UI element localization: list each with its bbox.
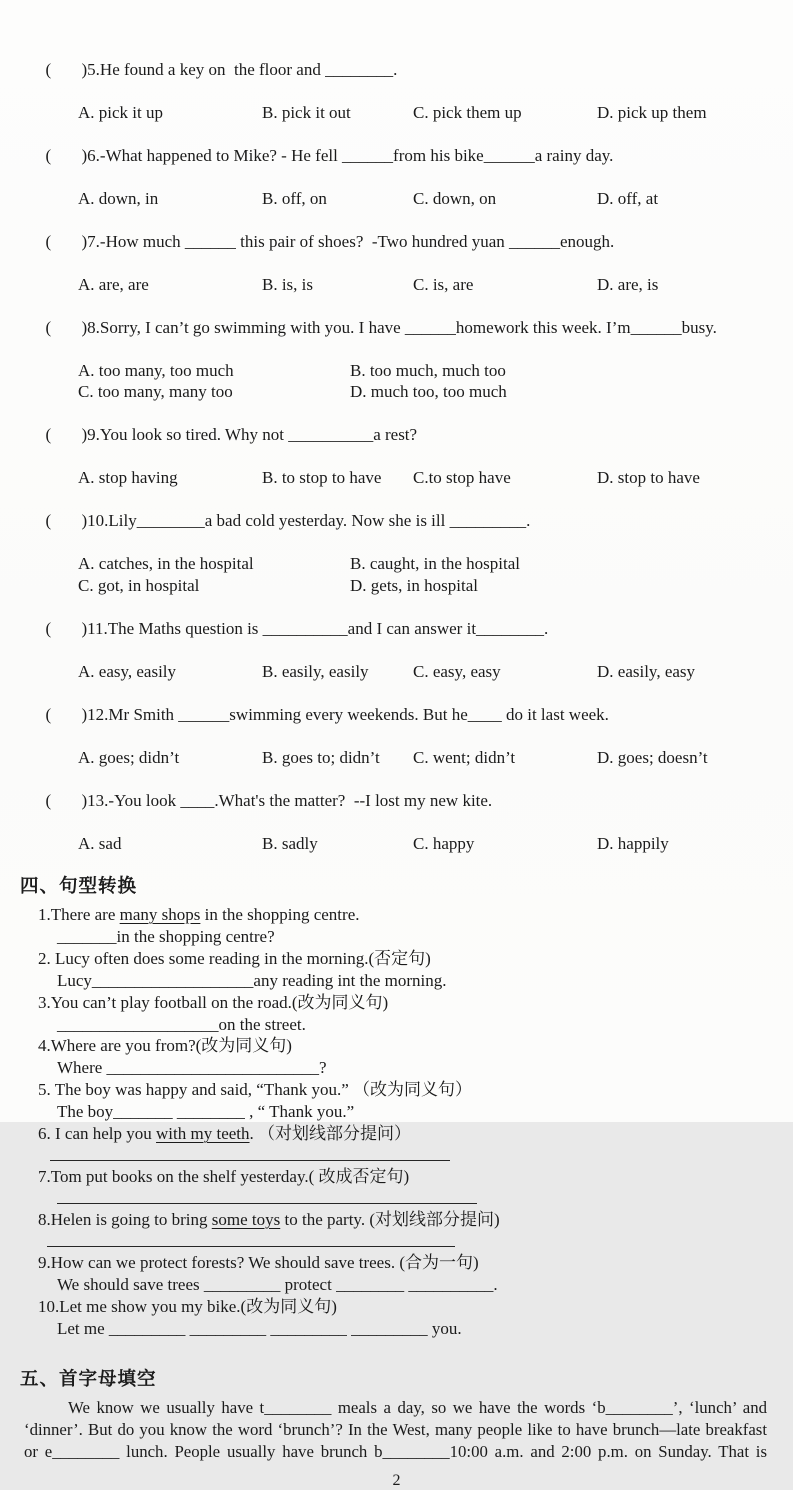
transform-item-3: [0, 992, 793, 1036]
option-d: D. happily: [597, 833, 669, 853]
answer-bracket: (: [45, 59, 52, 79]
option-b: B. to stop to have: [262, 468, 382, 487]
transform-item-4: [0, 1035, 793, 1079]
option-a: A. easy, easily: [78, 661, 177, 681]
answer-writing-line: [50, 1160, 450, 1161]
option-a: A. stop having: [78, 468, 178, 487]
answer-writing-line: [57, 1203, 477, 1204]
question-7: [0, 209, 793, 274]
option-b: B. easily, easily: [262, 661, 369, 681]
item-sentence: 3.You can’t play football on the road.(改为同义句): [38, 992, 389, 1012]
question-6: [0, 123, 793, 188]
item-sentence: 2. Lucy often does some reading in the morning.(否定句): [38, 948, 431, 968]
option-a: A. pick it up: [78, 102, 163, 122]
transform-item-8: [0, 1209, 793, 1247]
answer-blank-line: ___________________on the street.: [57, 1014, 306, 1034]
answer-bracket: (: [45, 618, 52, 638]
transform-item-1: [0, 904, 793, 948]
answer-bracket: (: [45, 511, 52, 530]
option-d: D. off, at: [597, 188, 659, 208]
option-d: D. goes; doesn’t: [597, 747, 708, 767]
option-b: B. goes to; didn’t: [262, 747, 380, 767]
question-13: [0, 768, 793, 833]
option-c: C. pick them up: [413, 102, 522, 122]
question-text: )10.Lily________a bad cold yesterday. Now she is ill _________.: [81, 511, 531, 530]
question-text: )7.-How much ______ this pair of shoes? -Two hundred yuan ______enough.: [81, 231, 615, 251]
question-text: )9.You look so tired. Why not __________a rest?: [81, 425, 418, 444]
question-text: )6.-What happened to Mike? - He fell ______from his bike______a rainy day.: [81, 145, 614, 165]
transform-item-7: [0, 1166, 793, 1204]
item-sentence: 10.Let me show you my bike.(改为同义句): [38, 1296, 337, 1316]
option-b: B. caught, in the hospital: [350, 554, 520, 573]
section-heading-first-letter-fill: 五、首字母填空: [20, 1370, 157, 1391]
question-text: )12.Mr Smith ______swimming every weekends. But he____ do it last week.: [81, 704, 609, 724]
item-sentence: 7.Tom put books on the shelf yesterday.( 改成否定句): [38, 1166, 410, 1186]
options-row: [0, 661, 793, 683]
transform-item-10: [0, 1296, 793, 1340]
option-a: A. goes; didn’t: [78, 747, 180, 767]
option-c: C. easy, easy: [413, 661, 501, 681]
option-b: B. too much, much too: [350, 360, 506, 380]
question-text: )5.He found a key on the floor and ________.: [81, 59, 398, 79]
option-c: C. down, on: [413, 188, 497, 208]
sentence-transformation-section: [0, 904, 793, 1339]
option-d: D. easily, easy: [597, 661, 696, 681]
transform-item-6: [0, 1123, 793, 1161]
question-11: [0, 596, 793, 661]
answer-blank-line: _______in the shopping centre?: [57, 926, 275, 946]
section-heading-sentence-transformation: 四、句型转换: [20, 877, 138, 897]
option-b: B. off, on: [262, 188, 327, 208]
answer-bracket: (: [45, 317, 52, 337]
options-row: [0, 102, 793, 124]
option-d: D. are, is: [597, 274, 659, 294]
options-row: [0, 747, 793, 769]
answer-bracket: (: [45, 790, 52, 810]
option-b: B. pick it out: [262, 102, 351, 122]
option-a: A. are, are: [78, 274, 149, 294]
question-10: [0, 489, 793, 554]
item-sentence: 6. I can help you with my teeth. （对划线部分提问）: [38, 1124, 412, 1144]
first-letter-fill-passage: [24, 1397, 767, 1462]
option-a: A. down, in: [78, 188, 159, 208]
item-sentence: 9.How can we protect forests? We should save trees. (合为一句): [38, 1252, 479, 1272]
item-sentence: 8.Helen is going to bring some toys to the party. (对划线部分提问): [38, 1209, 500, 1229]
options-row: [0, 553, 793, 596]
option-d: D. stop to have: [597, 468, 700, 487]
answer-blank-line: Lucy___________________any reading int the morning.: [57, 970, 447, 990]
option-b: B. is, is: [262, 274, 314, 294]
answer-bracket: (: [45, 145, 52, 165]
option-d: D. much too, too much: [350, 382, 507, 401]
transform-item-2: [0, 948, 793, 992]
passage-line-3: or e________ lunch. People usually have brunch b________10:00 a.m. and 2:00 p.m. on Sunday. That is: [24, 1442, 767, 1461]
option-c: C.to stop have: [413, 468, 511, 487]
question-text: )11.The Maths question is __________and I can answer it________.: [81, 618, 549, 638]
answer-bracket: (: [45, 231, 52, 251]
options-row: [0, 360, 793, 403]
item-sentence: 4.Where are you from?(改为同义句): [38, 1036, 292, 1056]
answer-writing-line: [47, 1246, 455, 1247]
answer-bracket: (: [45, 425, 52, 444]
option-c: C. happy: [413, 833, 475, 853]
answer-blank-line: Where _________________________?: [57, 1058, 327, 1078]
page-number: 2: [392, 1471, 401, 1489]
transform-item-5: [0, 1079, 793, 1123]
item-sentence: 5. The boy was happy and said, “Thank you.” （改为同义句）: [38, 1080, 473, 1100]
question-9: [0, 403, 793, 468]
multiple-choice-section: [0, 37, 793, 854]
option-c: C. got, in hospital: [78, 575, 200, 595]
options-row: [0, 274, 793, 296]
option-a: A. catches, in the hospital: [78, 554, 254, 573]
item-sentence: 1.There are many shops in the shopping centre.: [38, 905, 360, 924]
options-row: [0, 833, 793, 855]
option-a: A. too many, too much: [78, 360, 234, 380]
transform-item-9: [0, 1252, 793, 1296]
option-d: D. gets, in hospital: [350, 575, 478, 595]
passage-line-1: We know we usually have t________ meals a day, so we have the words ‘b________’, ‘lunch’ and: [68, 1398, 767, 1418]
question-text: )13.-You look ____.What's the matter? --I lost my new kite.: [81, 790, 493, 810]
question-5: [0, 37, 793, 102]
answer-blank-line: We should save trees _________ protect ________ __________.: [57, 1274, 498, 1294]
option-d: D. pick up them: [597, 102, 707, 122]
answer-blank-line: Let me _________ _________ _________ _________ you.: [57, 1318, 462, 1338]
answer-blank-line: The boy_______ ________ , “ Thank you.”: [57, 1102, 355, 1122]
question-text: )8.Sorry, I can’t go swimming with you. I have ______homework this week. I’m______busy.: [81, 317, 717, 337]
answer-bracket: (: [45, 704, 52, 724]
passage-line-2: ‘dinner’. But do you know the word ‘brunch’? In the West, many people like to have brunch—late breakfast: [24, 1420, 767, 1440]
option-a: A. sad: [78, 833, 122, 853]
options-row: [0, 467, 793, 489]
option-c: C. too many, many too: [78, 382, 233, 401]
option-c: C. went; didn’t: [413, 747, 516, 767]
option-c: C. is, are: [413, 274, 474, 294]
options-row: [0, 188, 793, 210]
question-12: [0, 682, 793, 747]
option-b: B. sadly: [262, 833, 318, 853]
question-8: [0, 295, 793, 360]
